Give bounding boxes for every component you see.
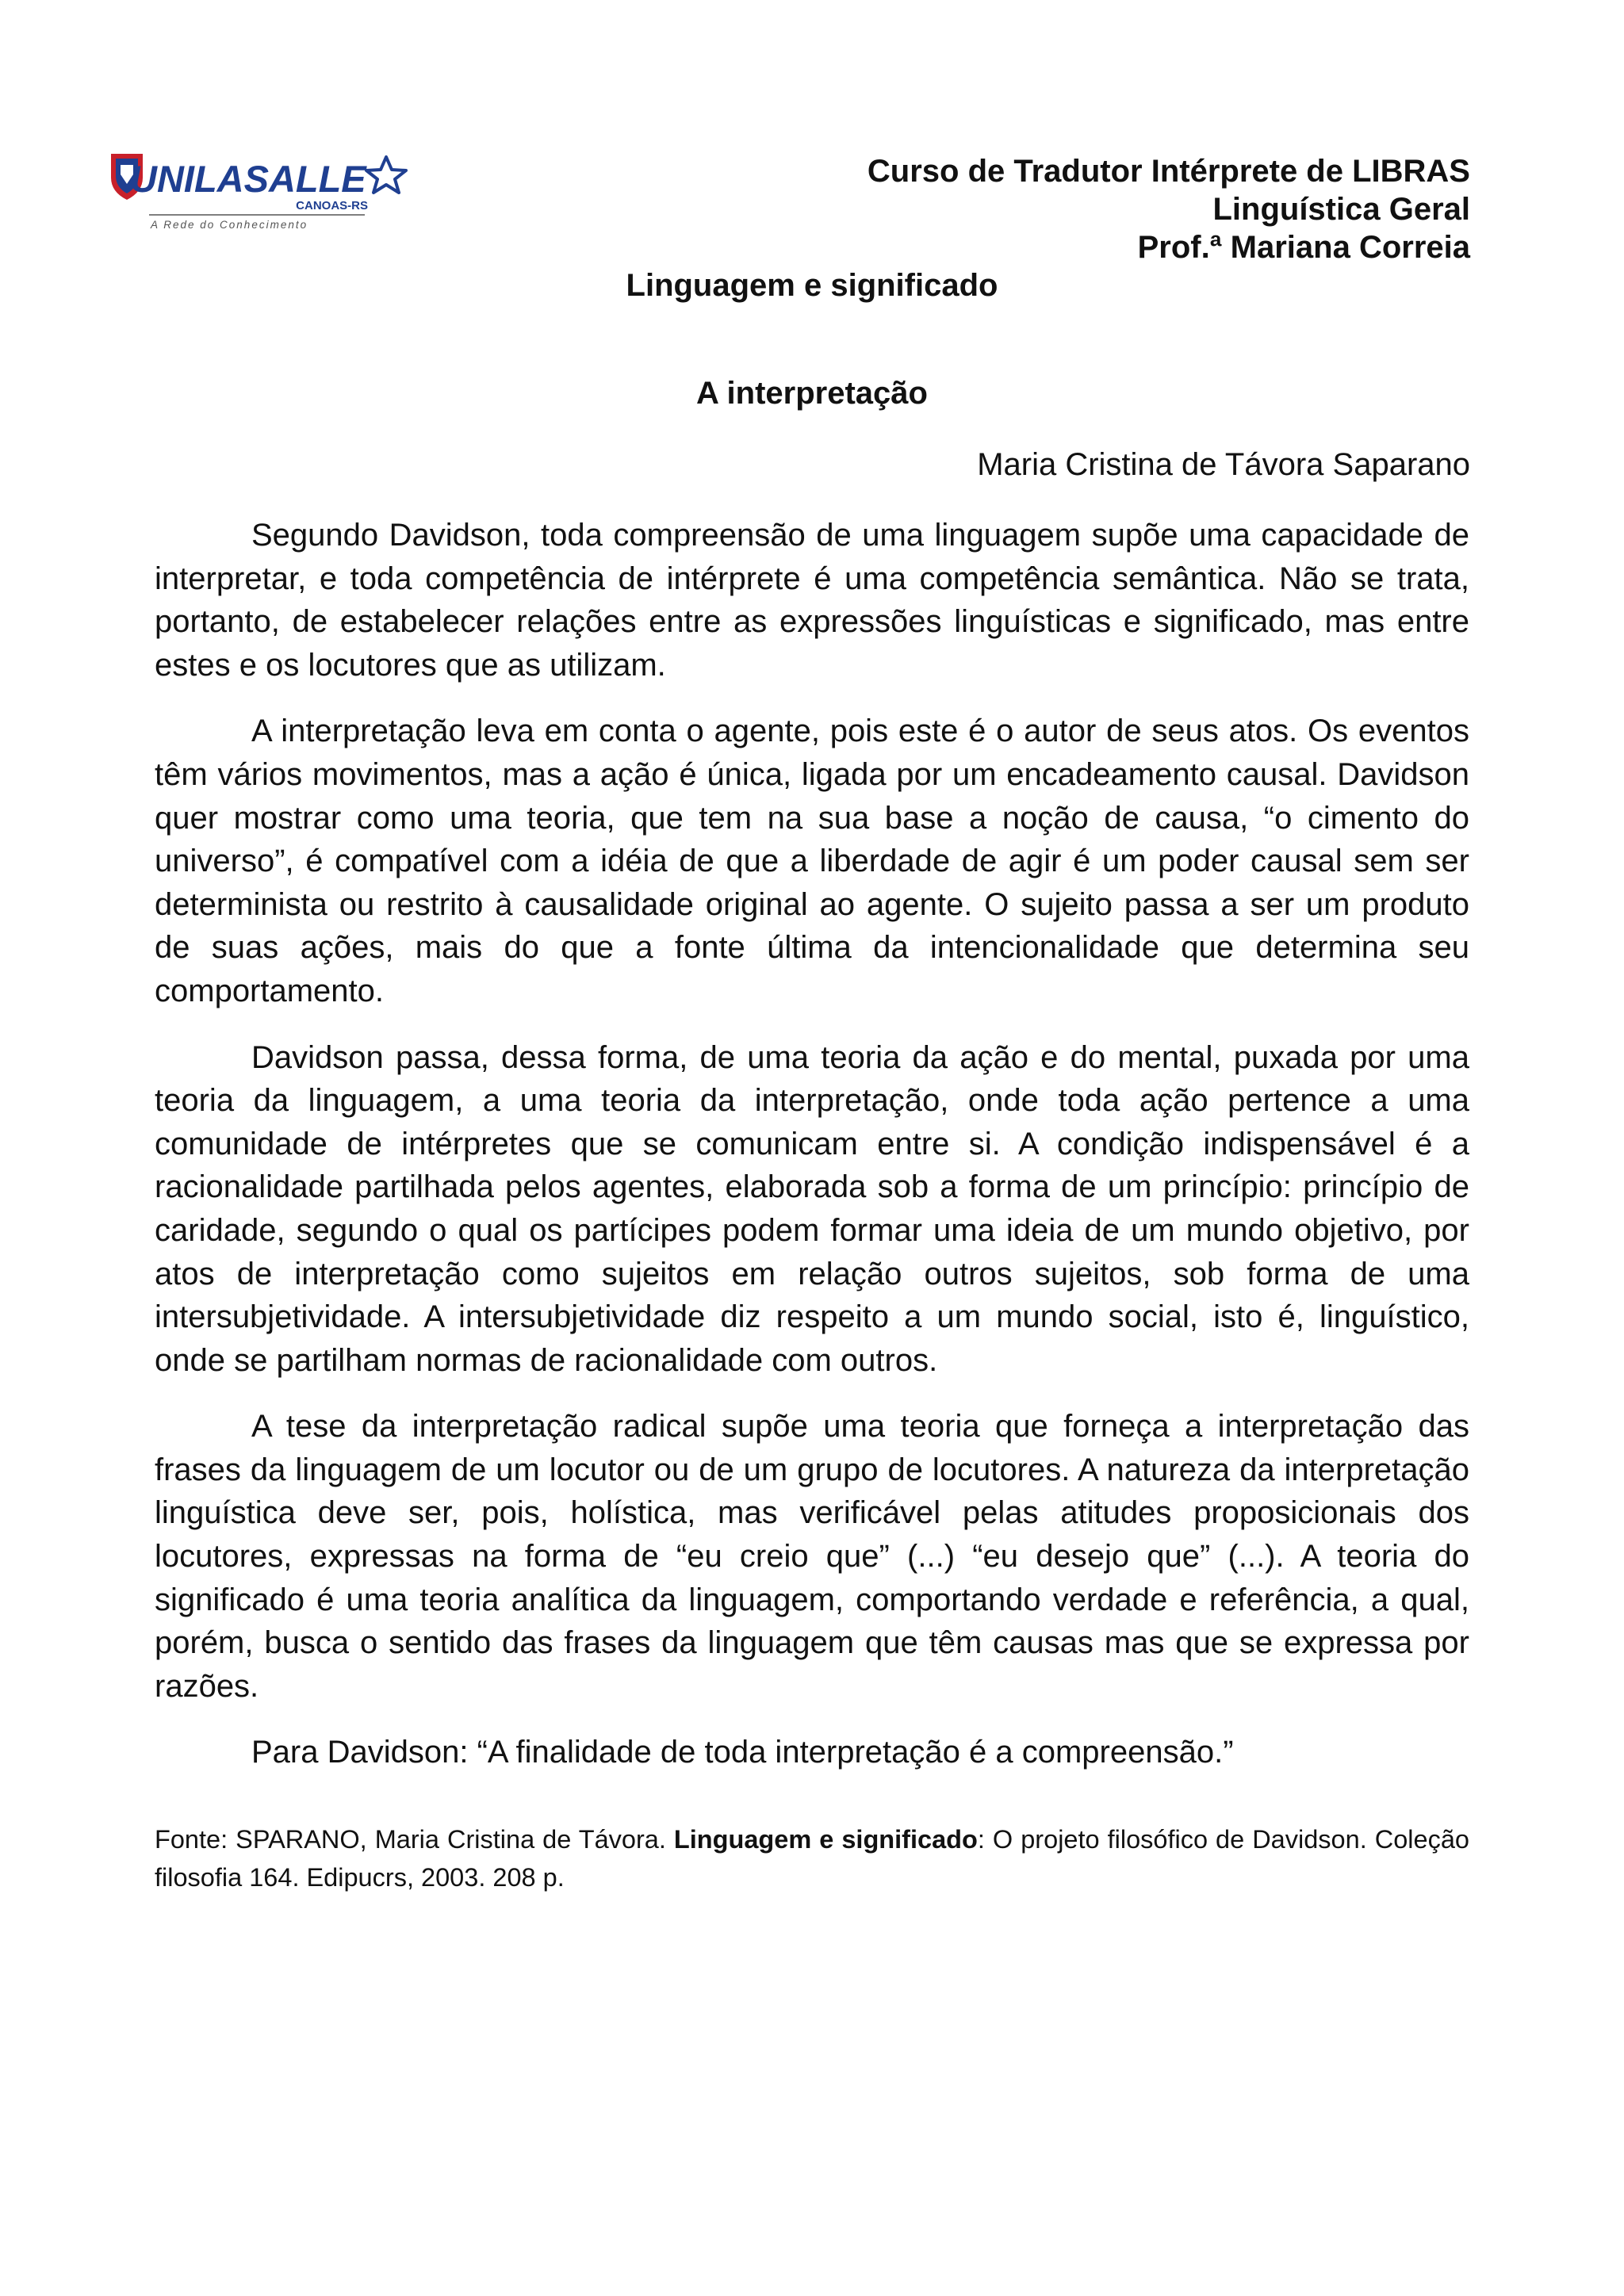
paragraph: Segundo Davidson, toda compreensão de uma linguagem supõe uma capacidade de interpretar, e toda competência de intérprete é uma competência semântica. Não se trata, portanto, de estabelecer relações entre as expressões linguísticas e significado, mas entre estes e os locutores que as utilizam. xyxy=(155,518,1469,683)
unilasalle-logo xyxy=(109,147,419,235)
article-body xyxy=(155,514,1469,1797)
citation-book-title: Linguagem e significado xyxy=(673,1825,978,1854)
paragraph: Para Davidson: “A finalidade de toda interpretação é a compreensão.” xyxy=(251,1735,1234,1770)
author-name: Maria Cristina de Távora Saparano xyxy=(977,447,1470,482)
logo-graphic xyxy=(109,147,419,235)
star-icon xyxy=(366,157,406,193)
source-citation xyxy=(155,1820,1469,1896)
page-title: Linguagem e significado xyxy=(626,268,998,303)
course-header xyxy=(868,152,1470,266)
logo-tagline: A Rede do Conhecimento xyxy=(151,219,308,231)
paragraph: Davidson passa, dessa forma, de uma teoria da ação e do mental, puxada por uma teoria da linguagem, a uma teoria da interpretação, onde toda ação pertence a uma comunidade de intérpretes que se comunicam entre si. A condição indispensável é a racionalidade partilhada pelos agentes, elaborada sob a forma de um princípio: princípio de caridade, segundo o qual os partícipes podem formar uma ideia de um mundo objetivo, por atos de interpretação como sujeitos em relação outros sujeitos, sob forma de uma intersubjetividade. A intersubjetividade diz respeito a um mundo social, isto é, linguístico, onde se partilham normas de racionalidade com outros. xyxy=(155,1039,1469,1378)
paragraph: A interpretação leva em conta o agente, pois este é o autor de seus atos. Os eventos têm vários movimentos, mas a ação é única, ligada por um encadeamento causal. Davidson quer mostrar como uma teoria, que tem na sua base a noção de causa, “o cimento do universo”, é compatível com a idéia de que a liberdade de agir é um poder causal sem ser determinista ou restrito à causalidade original ao agente. O sujeito passa a ser um produto de suas ações, mais do que a fonte última da intencionalidade que determina seu comportamento. xyxy=(155,714,1469,1008)
article-title: A interpretação xyxy=(696,376,928,411)
subject-name: Linguística Geral xyxy=(1212,192,1470,227)
paragraph: A tese da interpretação radical supõe uma teoria que forneça a interpretação das frases da linguagem de um locutor ou de um grupo de locutores. A natureza da interpretação linguística deve ser, pois, holística, mas verificável pelas atitudes proposicionais dos locutores, expressas na forma de “eu creio que” (...) “eu desejo que” (...). A teoria do significado é uma teoria analítica da linguagem, comportando verdade e referência, a qual, porém, busca o sentido das frases da linguagem que têm causas mas que se expressa por razões. xyxy=(155,1409,1469,1704)
course-name: Curso de Tradutor Intérprete de LIBRAS xyxy=(867,154,1470,189)
professor-name: Prof.ª Mariana Correia xyxy=(1137,230,1470,265)
logo-wordmark: UNILASALLE xyxy=(130,158,366,200)
citation-suffix: : O projeto filosófico de Davidson. Coleção filosofia 164. Edipucrs, 2003. 208 p. xyxy=(155,1825,1469,1892)
citation-prefix: Fonte: SPARANO, Maria Cristina de Távora. xyxy=(155,1825,674,1854)
logo-location: CANOAS-RS xyxy=(296,199,368,212)
